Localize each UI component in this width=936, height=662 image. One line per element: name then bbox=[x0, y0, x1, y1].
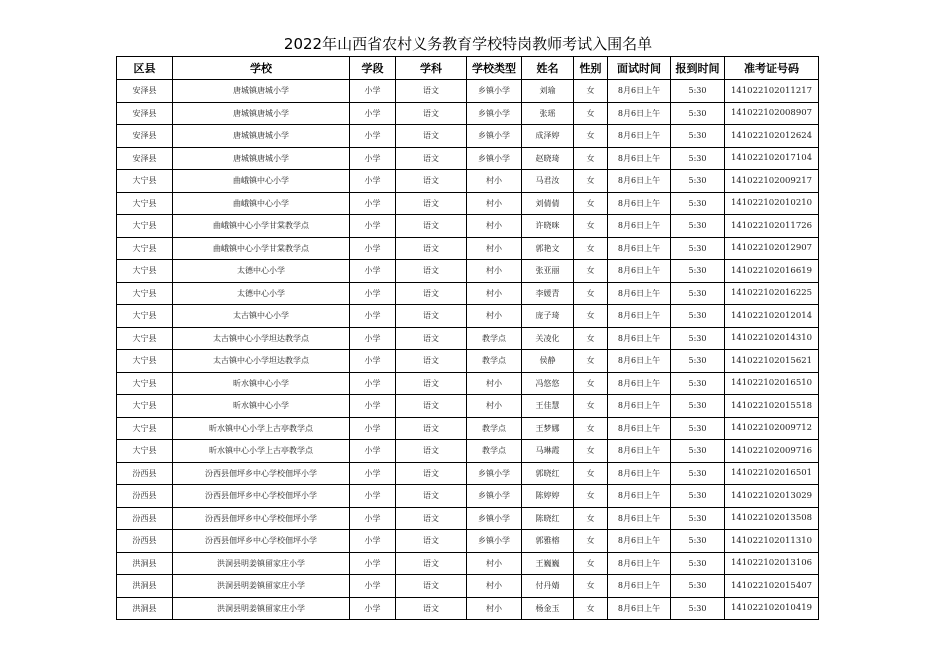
cell-gender: 女 bbox=[574, 215, 608, 238]
cell-report-time: 5:30 bbox=[671, 440, 725, 463]
cell-ticket-number: 141022102016510 bbox=[725, 372, 819, 395]
cell-school-type: 村小 bbox=[467, 237, 522, 260]
cell-name: 王佳慧 bbox=[522, 395, 574, 418]
cell-report-time: 5:30 bbox=[671, 530, 725, 553]
cell-ticket-number: 141022102010419 bbox=[725, 597, 819, 620]
cell-ticket-number: 141022102011217 bbox=[725, 80, 819, 103]
cell-district: 大宁县 bbox=[117, 395, 173, 418]
cell-school: 太古镇中心小学坦达教学点 bbox=[173, 350, 350, 373]
cell-school-type: 乡镇小学 bbox=[467, 102, 522, 125]
cell-school: 洪洞县明姜镇留家庄小学 bbox=[173, 575, 350, 598]
column-header-school: 学校 bbox=[173, 57, 350, 80]
cell-report-time: 5:30 bbox=[671, 372, 725, 395]
cell-ticket-number: 141022102009217 bbox=[725, 170, 819, 193]
cell-ticket-number: 141022102012014 bbox=[725, 305, 819, 328]
table-row bbox=[117, 597, 819, 620]
cell-report-time: 5:30 bbox=[671, 597, 725, 620]
cell-interview-time: 8月6日上午 bbox=[608, 440, 671, 463]
cell-interview-time: 8月6日上午 bbox=[608, 170, 671, 193]
table-row bbox=[117, 282, 819, 305]
cell-subject: 语文 bbox=[396, 80, 467, 103]
cell-school: 曲峨镇中心小学甘棠教学点 bbox=[173, 215, 350, 238]
cell-district: 大宁县 bbox=[117, 192, 173, 215]
cell-stage: 小学 bbox=[350, 575, 396, 598]
table-row bbox=[117, 170, 819, 193]
cell-report-time: 5:30 bbox=[671, 462, 725, 485]
cell-school: 唐城镇唐城小学 bbox=[173, 147, 350, 170]
cell-school: 唐城镇唐城小学 bbox=[173, 125, 350, 148]
cell-school-type: 乡镇小学 bbox=[467, 485, 522, 508]
cell-gender: 女 bbox=[574, 552, 608, 575]
cell-interview-time: 8月6日上午 bbox=[608, 597, 671, 620]
cell-name: 成泽婷 bbox=[522, 125, 574, 148]
table-row bbox=[117, 440, 819, 463]
cell-subject: 语文 bbox=[396, 192, 467, 215]
table-row bbox=[117, 237, 819, 260]
cell-school-type: 教学点 bbox=[467, 417, 522, 440]
cell-subject: 语文 bbox=[396, 350, 467, 373]
cell-school-type: 村小 bbox=[467, 282, 522, 305]
cell-name: 杨金玉 bbox=[522, 597, 574, 620]
cell-district: 安泽县 bbox=[117, 125, 173, 148]
cell-subject: 语文 bbox=[396, 215, 467, 238]
cell-gender: 女 bbox=[574, 507, 608, 530]
cell-name: 付丹婧 bbox=[522, 575, 574, 598]
cell-subject: 语文 bbox=[396, 395, 467, 418]
cell-stage: 小学 bbox=[350, 350, 396, 373]
cell-school-type: 村小 bbox=[467, 260, 522, 283]
cell-name: 王巍巍 bbox=[522, 552, 574, 575]
cell-report-time: 5:30 bbox=[671, 237, 725, 260]
cell-school: 太古镇中心小学坦达教学点 bbox=[173, 327, 350, 350]
cell-interview-time: 8月6日上午 bbox=[608, 192, 671, 215]
cell-interview-time: 8月6日上午 bbox=[608, 125, 671, 148]
cell-interview-time: 8月6日上午 bbox=[608, 462, 671, 485]
cell-subject: 语文 bbox=[396, 327, 467, 350]
cell-ticket-number: 141022102009716 bbox=[725, 440, 819, 463]
page-title: 2022年山西省农村义务教育学校特岗教师考试入围名单 bbox=[283, 35, 653, 53]
table-row bbox=[117, 192, 819, 215]
cell-interview-time: 8月6日上午 bbox=[608, 575, 671, 598]
cell-interview-time: 8月6日上午 bbox=[608, 417, 671, 440]
cell-school: 汾西县佃坪乡中心学校佃坪小学 bbox=[173, 507, 350, 530]
cell-school: 太古镇中心小学 bbox=[173, 305, 350, 328]
cell-ticket-number: 141022102015518 bbox=[725, 395, 819, 418]
cell-interview-time: 8月6日上午 bbox=[608, 530, 671, 553]
table-row bbox=[117, 215, 819, 238]
cell-subject: 语文 bbox=[396, 260, 467, 283]
cell-school: 曲峨镇中心小学 bbox=[173, 170, 350, 193]
cell-gender: 女 bbox=[574, 327, 608, 350]
cell-stage: 小学 bbox=[350, 170, 396, 193]
cell-subject: 语文 bbox=[396, 462, 467, 485]
cell-interview-time: 8月6日上午 bbox=[608, 260, 671, 283]
cell-stage: 小学 bbox=[350, 507, 396, 530]
cell-gender: 女 bbox=[574, 282, 608, 305]
cell-district: 大宁县 bbox=[117, 327, 173, 350]
cell-gender: 女 bbox=[574, 395, 608, 418]
cell-interview-time: 8月6日上午 bbox=[608, 80, 671, 103]
cell-report-time: 5:30 bbox=[671, 170, 725, 193]
cell-subject: 语文 bbox=[396, 282, 467, 305]
cell-school-type: 村小 bbox=[467, 372, 522, 395]
table-body bbox=[117, 80, 819, 620]
cell-school-type: 乡镇小学 bbox=[467, 80, 522, 103]
cell-interview-time: 8月6日上午 bbox=[608, 147, 671, 170]
cell-stage: 小学 bbox=[350, 192, 396, 215]
column-header-name: 姓名 bbox=[522, 57, 574, 80]
table-row bbox=[117, 80, 819, 103]
cell-name: 马君汝 bbox=[522, 170, 574, 193]
cell-report-time: 5:30 bbox=[671, 215, 725, 238]
cell-name: 郭晓红 bbox=[522, 462, 574, 485]
cell-ticket-number: 141022102016619 bbox=[725, 260, 819, 283]
cell-gender: 女 bbox=[574, 192, 608, 215]
cell-gender: 女 bbox=[574, 305, 608, 328]
cell-school: 昕水镇中心小学上古亭教学点 bbox=[173, 440, 350, 463]
cell-gender: 女 bbox=[574, 462, 608, 485]
cell-interview-time: 8月6日上午 bbox=[608, 282, 671, 305]
table-row bbox=[117, 102, 819, 125]
cell-ticket-number: 141022102017104 bbox=[725, 147, 819, 170]
cell-gender: 女 bbox=[574, 147, 608, 170]
cell-school-type: 村小 bbox=[467, 170, 522, 193]
column-header-gender: 性别 bbox=[574, 57, 608, 80]
cell-ticket-number: 141022102016225 bbox=[725, 282, 819, 305]
cell-name: 张瑶 bbox=[522, 102, 574, 125]
cell-report-time: 5:30 bbox=[671, 485, 725, 508]
cell-subject: 语文 bbox=[396, 147, 467, 170]
cell-stage: 小学 bbox=[350, 462, 396, 485]
cell-subject: 语文 bbox=[396, 372, 467, 395]
cell-gender: 女 bbox=[574, 170, 608, 193]
cell-ticket-number: 141022102008907 bbox=[725, 102, 819, 125]
cell-report-time: 5:30 bbox=[671, 305, 725, 328]
cell-gender: 女 bbox=[574, 372, 608, 395]
cell-gender: 女 bbox=[574, 102, 608, 125]
header-row bbox=[117, 57, 819, 80]
cell-gender: 女 bbox=[574, 530, 608, 553]
cell-stage: 小学 bbox=[350, 80, 396, 103]
cell-stage: 小学 bbox=[350, 260, 396, 283]
cell-gender: 女 bbox=[574, 575, 608, 598]
table-row bbox=[117, 575, 819, 598]
cell-district: 安泽县 bbox=[117, 80, 173, 103]
cell-school: 昕水镇中心小学 bbox=[173, 395, 350, 418]
cell-name: 郭雅榕 bbox=[522, 530, 574, 553]
table-row bbox=[117, 305, 819, 328]
cell-ticket-number: 141022102011310 bbox=[725, 530, 819, 553]
cell-name: 侯静 bbox=[522, 350, 574, 373]
column-header-district: 区县 bbox=[117, 57, 173, 80]
cell-district: 大宁县 bbox=[117, 440, 173, 463]
cell-report-time: 5:30 bbox=[671, 80, 725, 103]
cell-gender: 女 bbox=[574, 237, 608, 260]
cell-interview-time: 8月6日上午 bbox=[608, 507, 671, 530]
cell-gender: 女 bbox=[574, 485, 608, 508]
cell-interview-time: 8月6日上午 bbox=[608, 102, 671, 125]
cell-interview-time: 8月6日上午 bbox=[608, 372, 671, 395]
cell-report-time: 5:30 bbox=[671, 552, 725, 575]
cell-school-type: 乡镇小学 bbox=[467, 530, 522, 553]
cell-stage: 小学 bbox=[350, 102, 396, 125]
cell-school-type: 村小 bbox=[467, 552, 522, 575]
cell-district: 洪洞县 bbox=[117, 552, 173, 575]
cell-gender: 女 bbox=[574, 597, 608, 620]
cell-district: 大宁县 bbox=[117, 305, 173, 328]
cell-gender: 女 bbox=[574, 80, 608, 103]
cell-name: 李媛青 bbox=[522, 282, 574, 305]
cell-stage: 小学 bbox=[350, 147, 396, 170]
cell-report-time: 5:30 bbox=[671, 507, 725, 530]
cell-stage: 小学 bbox=[350, 395, 396, 418]
table-row bbox=[117, 350, 819, 373]
cell-school: 洪洞县明姜镇留家庄小学 bbox=[173, 597, 350, 620]
cell-district: 汾西县 bbox=[117, 462, 173, 485]
cell-name: 郭艳文 bbox=[522, 237, 574, 260]
cell-report-time: 5:30 bbox=[671, 147, 725, 170]
cell-stage: 小学 bbox=[350, 530, 396, 553]
cell-stage: 小学 bbox=[350, 305, 396, 328]
cell-school-type: 村小 bbox=[467, 575, 522, 598]
table-row bbox=[117, 147, 819, 170]
cell-school-type: 村小 bbox=[467, 395, 522, 418]
cell-school-type: 村小 bbox=[467, 215, 522, 238]
cell-subject: 语文 bbox=[396, 440, 467, 463]
column-header-interview-time: 面试时间 bbox=[608, 57, 671, 80]
cell-name: 许晓咪 bbox=[522, 215, 574, 238]
cell-ticket-number: 141022102013029 bbox=[725, 485, 819, 508]
cell-ticket-number: 141022102013106 bbox=[725, 552, 819, 575]
cell-school: 昕水镇中心小学上古亭教学点 bbox=[173, 417, 350, 440]
cell-school: 唐城镇唐城小学 bbox=[173, 102, 350, 125]
cell-school: 曲峨镇中心小学 bbox=[173, 192, 350, 215]
cell-name: 冯悠悠 bbox=[522, 372, 574, 395]
cell-stage: 小学 bbox=[350, 125, 396, 148]
cell-report-time: 5:30 bbox=[671, 575, 725, 598]
cell-school-type: 乡镇小学 bbox=[467, 125, 522, 148]
cell-interview-time: 8月6日上午 bbox=[608, 395, 671, 418]
cell-school-type: 教学点 bbox=[467, 440, 522, 463]
cell-ticket-number: 141022102014310 bbox=[725, 327, 819, 350]
cell-subject: 语文 bbox=[396, 170, 467, 193]
cell-district: 大宁县 bbox=[117, 282, 173, 305]
cell-subject: 语文 bbox=[396, 237, 467, 260]
cell-school: 唐城镇唐城小学 bbox=[173, 80, 350, 103]
cell-ticket-number: 141022102009712 bbox=[725, 417, 819, 440]
cell-interview-time: 8月6日上午 bbox=[608, 215, 671, 238]
cell-stage: 小学 bbox=[350, 417, 396, 440]
cell-gender: 女 bbox=[574, 260, 608, 283]
cell-name: 陈婷婷 bbox=[522, 485, 574, 508]
cell-school: 汾西县佃坪乡中心学校佃坪小学 bbox=[173, 530, 350, 553]
table-row bbox=[117, 530, 819, 553]
cell-school-type: 村小 bbox=[467, 305, 522, 328]
cell-school: 汾西县佃坪乡中心学校佃坪小学 bbox=[173, 462, 350, 485]
table-row bbox=[117, 552, 819, 575]
cell-interview-time: 8月6日上午 bbox=[608, 305, 671, 328]
cell-interview-time: 8月6日上午 bbox=[608, 552, 671, 575]
cell-school: 昕水镇中心小学 bbox=[173, 372, 350, 395]
cell-school: 洪洞县明姜镇留家庄小学 bbox=[173, 552, 350, 575]
cell-gender: 女 bbox=[574, 350, 608, 373]
column-header-report-time: 报到时间 bbox=[671, 57, 725, 80]
cell-subject: 语文 bbox=[396, 530, 467, 553]
cell-district: 汾西县 bbox=[117, 507, 173, 530]
cell-name: 张亚丽 bbox=[522, 260, 574, 283]
table-row bbox=[117, 260, 819, 283]
cell-subject: 语文 bbox=[396, 552, 467, 575]
candidate-table bbox=[116, 56, 819, 620]
cell-ticket-number: 141022102016501 bbox=[725, 462, 819, 485]
cell-report-time: 5:30 bbox=[671, 192, 725, 215]
cell-report-time: 5:30 bbox=[671, 395, 725, 418]
table-row bbox=[117, 462, 819, 485]
cell-school-type: 乡镇小学 bbox=[467, 507, 522, 530]
cell-district: 洪洞县 bbox=[117, 575, 173, 598]
cell-district: 大宁县 bbox=[117, 350, 173, 373]
cell-ticket-number: 141022102012907 bbox=[725, 237, 819, 260]
cell-report-time: 5:30 bbox=[671, 125, 725, 148]
cell-gender: 女 bbox=[574, 417, 608, 440]
cell-stage: 小学 bbox=[350, 327, 396, 350]
table-row bbox=[117, 372, 819, 395]
cell-school: 太德中心小学 bbox=[173, 260, 350, 283]
column-header-subject: 学科 bbox=[396, 57, 467, 80]
table-row bbox=[117, 395, 819, 418]
cell-subject: 语文 bbox=[396, 417, 467, 440]
cell-name: 赵晓琦 bbox=[522, 147, 574, 170]
cell-report-time: 5:30 bbox=[671, 282, 725, 305]
cell-name: 王梦娜 bbox=[522, 417, 574, 440]
cell-ticket-number: 141022102010210 bbox=[725, 192, 819, 215]
cell-stage: 小学 bbox=[350, 237, 396, 260]
cell-name: 马琳霞 bbox=[522, 440, 574, 463]
cell-report-time: 5:30 bbox=[671, 102, 725, 125]
cell-subject: 语文 bbox=[396, 305, 467, 328]
table-row bbox=[117, 507, 819, 530]
table-row bbox=[117, 485, 819, 508]
cell-ticket-number: 141022102015407 bbox=[725, 575, 819, 598]
column-header-ticket-number: 准考证号码 bbox=[725, 57, 819, 80]
cell-school-type: 村小 bbox=[467, 192, 522, 215]
column-header-stage: 学段 bbox=[350, 57, 396, 80]
cell-subject: 语文 bbox=[396, 102, 467, 125]
table-row bbox=[117, 125, 819, 148]
cell-stage: 小学 bbox=[350, 485, 396, 508]
cell-stage: 小学 bbox=[350, 597, 396, 620]
cell-report-time: 5:30 bbox=[671, 260, 725, 283]
cell-interview-time: 8月6日上午 bbox=[608, 327, 671, 350]
cell-name: 庞子琦 bbox=[522, 305, 574, 328]
cell-district: 汾西县 bbox=[117, 530, 173, 553]
column-header-school-type: 学校类型 bbox=[467, 57, 522, 80]
cell-district: 大宁县 bbox=[117, 237, 173, 260]
cell-school-type: 乡镇小学 bbox=[467, 462, 522, 485]
cell-stage: 小学 bbox=[350, 282, 396, 305]
cell-school-type: 村小 bbox=[467, 597, 522, 620]
cell-ticket-number: 141022102013508 bbox=[725, 507, 819, 530]
cell-stage: 小学 bbox=[350, 215, 396, 238]
cell-stage: 小学 bbox=[350, 372, 396, 395]
cell-report-time: 5:30 bbox=[671, 417, 725, 440]
cell-district: 大宁县 bbox=[117, 372, 173, 395]
cell-subject: 语文 bbox=[396, 575, 467, 598]
cell-school: 汾西县佃坪乡中心学校佃坪小学 bbox=[173, 485, 350, 508]
cell-district: 大宁县 bbox=[117, 417, 173, 440]
cell-ticket-number: 141022102012624 bbox=[725, 125, 819, 148]
cell-gender: 女 bbox=[574, 125, 608, 148]
cell-school: 太德中心小学 bbox=[173, 282, 350, 305]
cell-subject: 语文 bbox=[396, 597, 467, 620]
cell-report-time: 5:30 bbox=[671, 327, 725, 350]
cell-interview-time: 8月6日上午 bbox=[608, 485, 671, 508]
cell-school-type: 教学点 bbox=[467, 350, 522, 373]
cell-ticket-number: 141022102015621 bbox=[725, 350, 819, 373]
cell-district: 大宁县 bbox=[117, 215, 173, 238]
cell-stage: 小学 bbox=[350, 440, 396, 463]
cell-school-type: 教学点 bbox=[467, 327, 522, 350]
cell-name: 陈晓红 bbox=[522, 507, 574, 530]
cell-gender: 女 bbox=[574, 440, 608, 463]
cell-subject: 语文 bbox=[396, 485, 467, 508]
cell-subject: 语文 bbox=[396, 125, 467, 148]
cell-report-time: 5:30 bbox=[671, 350, 725, 373]
cell-district: 洪洞县 bbox=[117, 597, 173, 620]
cell-interview-time: 8月6日上午 bbox=[608, 350, 671, 373]
cell-district: 大宁县 bbox=[117, 170, 173, 193]
cell-interview-time: 8月6日上午 bbox=[608, 237, 671, 260]
table-row bbox=[117, 327, 819, 350]
cell-school: 曲峨镇中心小学甘棠教学点 bbox=[173, 237, 350, 260]
cell-district: 安泽县 bbox=[117, 147, 173, 170]
cell-district: 汾西县 bbox=[117, 485, 173, 508]
cell-name: 刘瑜 bbox=[522, 80, 574, 103]
table-row bbox=[117, 417, 819, 440]
cell-name: 刘倩倩 bbox=[522, 192, 574, 215]
cell-school-type: 乡镇小学 bbox=[467, 147, 522, 170]
cell-ticket-number: 141022102011726 bbox=[725, 215, 819, 238]
cell-subject: 语文 bbox=[396, 507, 467, 530]
cell-name: 关凌化 bbox=[522, 327, 574, 350]
cell-district: 大宁县 bbox=[117, 260, 173, 283]
cell-district: 安泽县 bbox=[117, 102, 173, 125]
cell-stage: 小学 bbox=[350, 552, 396, 575]
